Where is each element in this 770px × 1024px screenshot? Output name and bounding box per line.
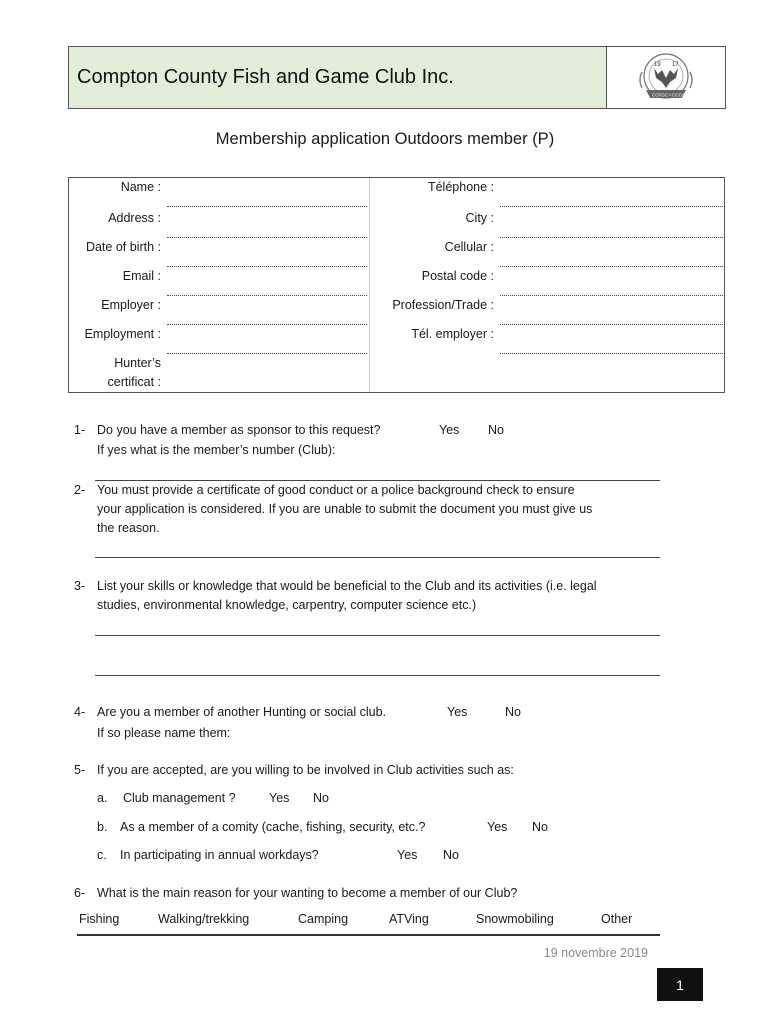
q2-line-1: You must provide a certificate of good conduct or a police background check to ensure [97,483,575,497]
q5c-yes[interactable]: Yes [397,848,418,862]
employer-label: Employer : [101,298,161,312]
q5-number: 5- [74,763,86,777]
city-field[interactable] [500,237,725,238]
dob-label: Date of birth : [85,240,161,254]
name-field[interactable] [167,206,367,207]
moose-emblem-icon [628,50,704,106]
q5c-text: In participating in annual workdays? [120,848,319,862]
q3-answer-line-1[interactable] [95,635,660,636]
employment-field[interactable] [167,353,367,354]
q6-text: What is the main reason for your wanting to become a member of our Club? [97,886,518,900]
identity-form [68,177,725,393]
q5b-label: b. [97,820,108,834]
q2-number: 2- [74,483,86,497]
q5a-label: a. [97,791,108,805]
svg-text:CCFGC • CCCCC: CCFGC • CCCCC [652,92,689,97]
q5a-no[interactable]: No [313,791,329,805]
q4-number: 4- [74,705,86,719]
club-header [68,46,726,109]
telephone-field[interactable] [500,206,725,207]
option-other[interactable]: Other [601,912,633,926]
q2-line-2: your application is considered. If you are unable to submit the document you must give us [97,502,593,516]
option-atving[interactable]: ATVing [389,912,429,926]
q5c-label: c. [97,848,107,862]
q1-subtext: If yes what is the member’s number (Club): [97,443,336,457]
q1-number: 1- [74,423,86,437]
telephone-label: Téléphone : [427,180,494,194]
q5b-no[interactable]: No [532,820,548,834]
profession-field[interactable] [500,324,725,325]
q5b-yes[interactable]: Yes [487,820,508,834]
option-camping[interactable]: Camping [298,912,349,926]
cellular-label: Cellular : [444,240,494,254]
document-date: 19 novembre 2019 [543,946,648,960]
q2-answer-line[interactable] [95,557,660,558]
address-label: Address : [108,211,161,225]
tel-employer-field[interactable] [500,353,725,354]
svg-text:19: 19 [654,61,661,68]
q5b-text: As a member of a comity (cache, fishing, security, etc.? [120,820,426,834]
name-label: Name : [120,180,161,194]
option-fishing[interactable]: Fishing [79,912,120,926]
club-title: Compton County Fish and Game Club Inc. [69,47,607,108]
form-title: Membership application Outdoors member (P) [215,130,555,148]
q1-yes[interactable]: Yes [439,423,460,437]
postal-field[interactable] [500,295,725,296]
email-field[interactable] [167,295,367,296]
hunter-label-1: Hunter’s [114,356,161,370]
q1-text: Do you have a member as sponsor to this request? [97,423,381,437]
hunter-label-2: certificat : [107,375,161,389]
page-number: 1 [657,968,703,1001]
q5-text: If you are accepted, are you willing to be involved in Club activities such as: [97,763,514,777]
q4-subtext: If so please name them: [97,726,231,740]
q6-options-underline [77,934,660,936]
q5a-text: Club management ? [123,791,236,805]
club-logo [607,47,725,108]
q3-answer-line-2[interactable] [95,675,660,676]
q5c-no[interactable]: No [443,848,459,862]
dob-field[interactable] [167,266,367,267]
q4-no[interactable]: No [505,705,521,719]
q1-no[interactable]: No [488,423,504,437]
address-field[interactable] [167,237,367,238]
employer-field[interactable] [167,324,367,325]
q4-yes[interactable]: Yes [447,705,468,719]
svg-text:17: 17 [672,61,679,68]
q6-number: 6- [74,886,86,900]
postal-label: Postal code : [421,269,494,283]
profession-label: Profession/Trade : [392,298,494,312]
q2-line-3: the reason. [97,521,160,535]
employment-label: Employment : [84,327,161,341]
q3-line-2: studies, environmental knowledge, carpentry, computer science etc.) [97,598,477,612]
q4-text: Are you a member of another Hunting or social club. [97,705,387,719]
cellular-field[interactable] [500,266,725,267]
option-walking-trekking[interactable]: Walking/trekking [158,912,250,926]
city-label: City : [465,211,494,225]
q5a-yes[interactable]: Yes [269,791,290,805]
q3-line-1: List your skills or knowledge that would be beneficial to the Club and its activities (i.e. legal [97,579,597,593]
tel-employer-label: Tél. employer : [411,327,494,341]
q3-number: 3- [74,579,86,593]
email-label: Email : [122,269,161,283]
option-snowmobiling[interactable]: Snowmobiling [476,912,554,926]
